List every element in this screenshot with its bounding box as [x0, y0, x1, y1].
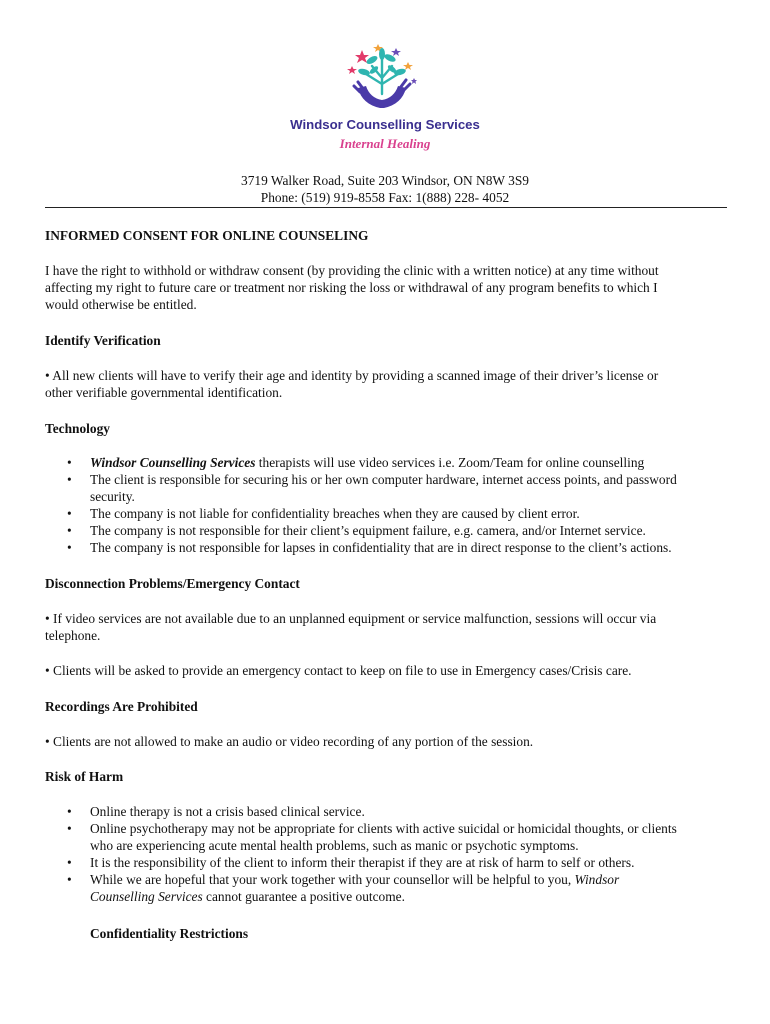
- org-name: Windsor Counselling Services: [290, 117, 480, 132]
- list-item: • The company is not responsible for lapses in confidentiality that are in direct response to the client’s actions.: [45, 539, 677, 556]
- technology-list: [45, 454, 677, 556]
- list-item: • While we are hopeful that your work together with your counsellor will be helpful to you, Windsor Counselling Services cannot guarantee a positive outcome.: [45, 871, 677, 905]
- phone-fax: Phone: (519) 919-8558 Fax: 1(888) 228- 4052: [260, 190, 510, 205]
- identity-line-1: • All new clients will have to verify their age and identity by providing a scanned image of their driver’s license or: [45, 368, 659, 383]
- header-divider: [45, 207, 727, 208]
- intro-line-3: would otherwise be entitled.: [45, 297, 197, 312]
- logo-tree-hands-icon: [338, 42, 428, 116]
- list-item: • It is the responsibility of the client to inform their therapist if they are at risk of harm to self or others.: [45, 854, 677, 871]
- address: 3719 Walker Road, Suite 203 Windsor, ON N8W 3S9: [241, 173, 529, 188]
- org-tagline: Internal Healing: [339, 136, 431, 151]
- section-heading-disconnection: Disconnection Problems/Emergency Contact: [45, 576, 300, 591]
- disconnection-line-2: telephone.: [45, 628, 101, 643]
- recordings-line: • Clients are not allowed to make an audio or video recording of any portion of the session.: [45, 734, 534, 749]
- intro-line-2: affecting my right to future care or treatment nor risking the loss or withdrawal of any program benefits to which I: [45, 280, 658, 295]
- list-item: • The company is not responsible for their client’s equipment failure, e.g. camera, and/or Internet service.: [45, 522, 677, 539]
- section-heading-technology: Technology: [45, 421, 110, 436]
- emergency-contact-line: • Clients will be asked to provide an emergency contact to keep on file to use in Emergency cases/Crisis care.: [45, 663, 632, 678]
- section-heading-confidentiality: Confidentiality Restrictions: [90, 926, 249, 941]
- list-item: • The client is responsible for securing his or her own computer hardware, internet access points, and password security.: [45, 471, 677, 505]
- list-item: • Online psychotherapy may not be appropriate for clients with active suicidal or homicidal thoughts, or clients who are experiencing acute mental health problems, such as manic or psychotic symptoms.: [45, 820, 677, 854]
- section-heading-risk: Risk of Harm: [45, 769, 124, 784]
- section-heading-recordings: Recordings Are Prohibited: [45, 699, 198, 714]
- identity-line-2: other verifiable governmental identification.: [45, 385, 283, 400]
- list-item: • The company is not liable for confidentiality breaches when they are caused by client error.: [45, 505, 677, 522]
- document-title: INFORMED CONSENT FOR ONLINE COUNSELING: [45, 228, 369, 243]
- risk-list: [45, 803, 677, 905]
- intro-line-1: I have the right to withhold or withdraw consent (by providing the clinic with a written notice) at any time without: [45, 263, 659, 278]
- list-item: • Online therapy is not a crisis based clinical service.: [45, 803, 677, 820]
- disconnection-line-1: • If video services are not available due to an unplanned equipment or service malfunction, sessions will occur via: [45, 611, 657, 626]
- list-item: • Windsor Counselling Services therapists will use video services i.e. Zoom/Team for online counselling: [45, 454, 677, 471]
- section-heading-identity: Identify Verification: [45, 333, 161, 348]
